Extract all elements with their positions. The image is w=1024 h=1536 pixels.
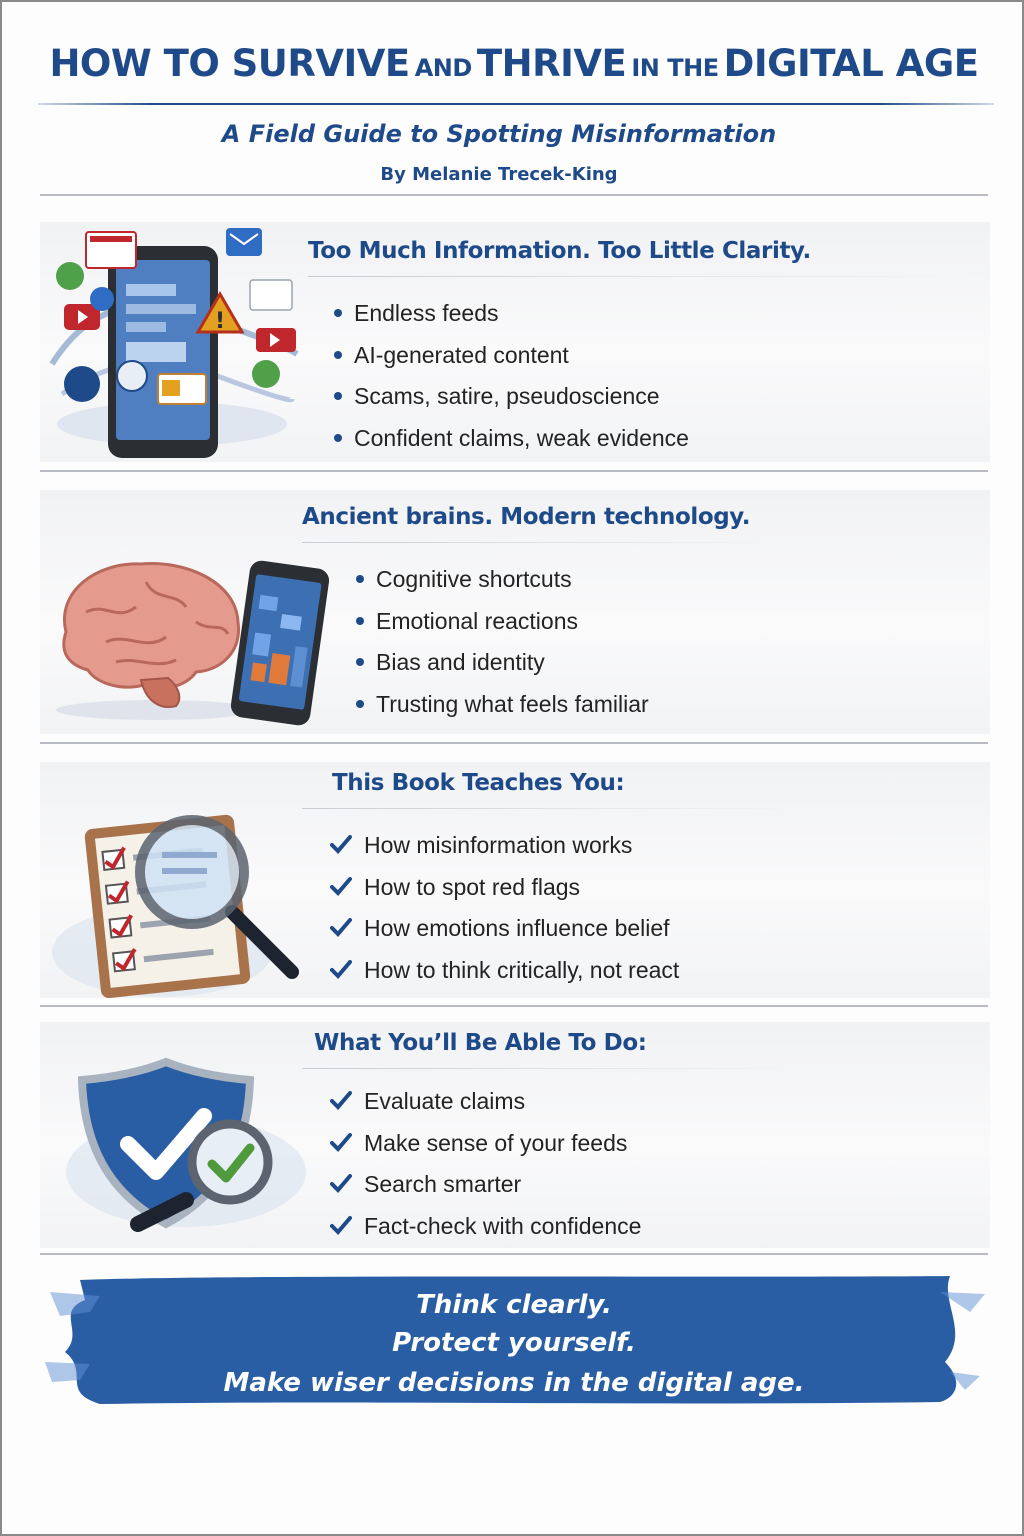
list-item-text: Scams, satire, pseudoscience [354, 383, 660, 409]
list-item-text: Search smarter [364, 1171, 522, 1197]
list-item-text: How misinformation works [364, 832, 633, 858]
list-item [356, 647, 649, 689]
page-title [2, 42, 1024, 85]
checkmark-icon [330, 1132, 352, 1152]
checkmark-icon [330, 1215, 352, 1235]
list-item-text: Trusting what feels familiar [376, 690, 649, 717]
bullet-icon [334, 392, 342, 400]
section-4-heading-rule [302, 1068, 802, 1069]
footer-line-1: Think clearly. [416, 1290, 612, 1320]
list-item-text: Confident claims, weak evidence [354, 424, 689, 451]
bullet-icon [334, 309, 342, 317]
list-item [330, 872, 679, 914]
list-item [334, 381, 689, 423]
list-item-text: Make sense of your feeds [364, 1129, 628, 1156]
list-item [330, 955, 679, 997]
section-3-heading-rule [302, 808, 802, 809]
list-item-text: Emotional reactions [376, 607, 578, 634]
checkmark-icon [330, 876, 352, 896]
phone-icon [220, 558, 340, 728]
list-item-text: How emotions influence belief [364, 915, 670, 941]
footer-banner [40, 1272, 988, 1406]
checkmark-icon [330, 1173, 352, 1193]
section-1-divider [40, 470, 988, 472]
checkmark-icon [330, 834, 352, 854]
list-item-text: How to think critically, not react [364, 956, 680, 983]
checklist-icon [42, 802, 312, 1002]
list-item [356, 564, 649, 606]
list-item-text: How to spot red flags [364, 873, 581, 900]
footer-line-3: Make wiser decisions in the digital age. [223, 1368, 805, 1398]
list-item [330, 1169, 641, 1211]
section-2-heading: Ancient brains. Modern technology. [302, 504, 751, 530]
bullet-icon [334, 351, 342, 359]
list-item-text: Bias and identity [376, 649, 545, 675]
list-item-text: Evaluate claims [364, 1088, 526, 1114]
author: By Melanie Trecek-King [380, 164, 618, 185]
section-2-divider [40, 742, 988, 744]
checkmark-icon [330, 1090, 352, 1110]
list-item-text: AI-generated content [354, 341, 569, 368]
section-1-heading-rule [308, 276, 968, 277]
section-1-list [334, 298, 689, 464]
shield-check-icon [46, 1052, 316, 1252]
list-item [334, 423, 689, 465]
list-item [330, 1086, 641, 1128]
list-item [334, 298, 689, 340]
section-2-list [356, 564, 649, 730]
title-part-4: IN THE [631, 54, 719, 82]
list-item [356, 689, 649, 731]
list-item-text: Endless feeds [354, 300, 499, 326]
list-item [330, 913, 679, 955]
title-part-3: THRIVE [476, 42, 627, 85]
title-rule [38, 103, 994, 105]
list-item-text: Cognitive shortcuts [376, 566, 572, 592]
social-media-phone-icon [42, 224, 307, 464]
section-4-heading: What You’ll Be Able To Do: [314, 1030, 647, 1056]
list-item [330, 1128, 641, 1170]
section-4-list [330, 1086, 641, 1252]
checkmark-icon [330, 917, 352, 937]
section-3-list [330, 830, 679, 996]
svg-text:!: ! [214, 309, 226, 334]
list-item [330, 830, 679, 872]
list-item [334, 340, 689, 382]
section-2-heading-rule [302, 542, 782, 543]
title-part-2: AND [414, 54, 472, 82]
section-3-divider [40, 1005, 988, 1007]
header-divider [40, 194, 988, 196]
bullet-icon [356, 617, 364, 625]
subtitle: A Field Guide to Spotting Misinformation [221, 120, 777, 148]
section-3-heading: This Book Teaches You: [332, 770, 625, 796]
footer-line-2: Protect yourself. [392, 1328, 636, 1358]
list-item [356, 606, 649, 648]
section-4-divider [40, 1253, 988, 1255]
section-1-heading: Too Much Information. Too Little Clarity. [308, 238, 811, 264]
title-part-5: DIGITAL AGE [723, 42, 979, 85]
list-item [330, 1211, 641, 1253]
bullet-icon [356, 700, 364, 708]
bullet-icon [356, 658, 364, 666]
title-part-1: HOW TO SURVIVE [49, 42, 410, 85]
checkmark-icon [330, 959, 352, 979]
bullet-icon [334, 434, 342, 442]
bullet-icon [356, 575, 364, 583]
list-item-text: Fact-check with confidence [364, 1212, 642, 1239]
